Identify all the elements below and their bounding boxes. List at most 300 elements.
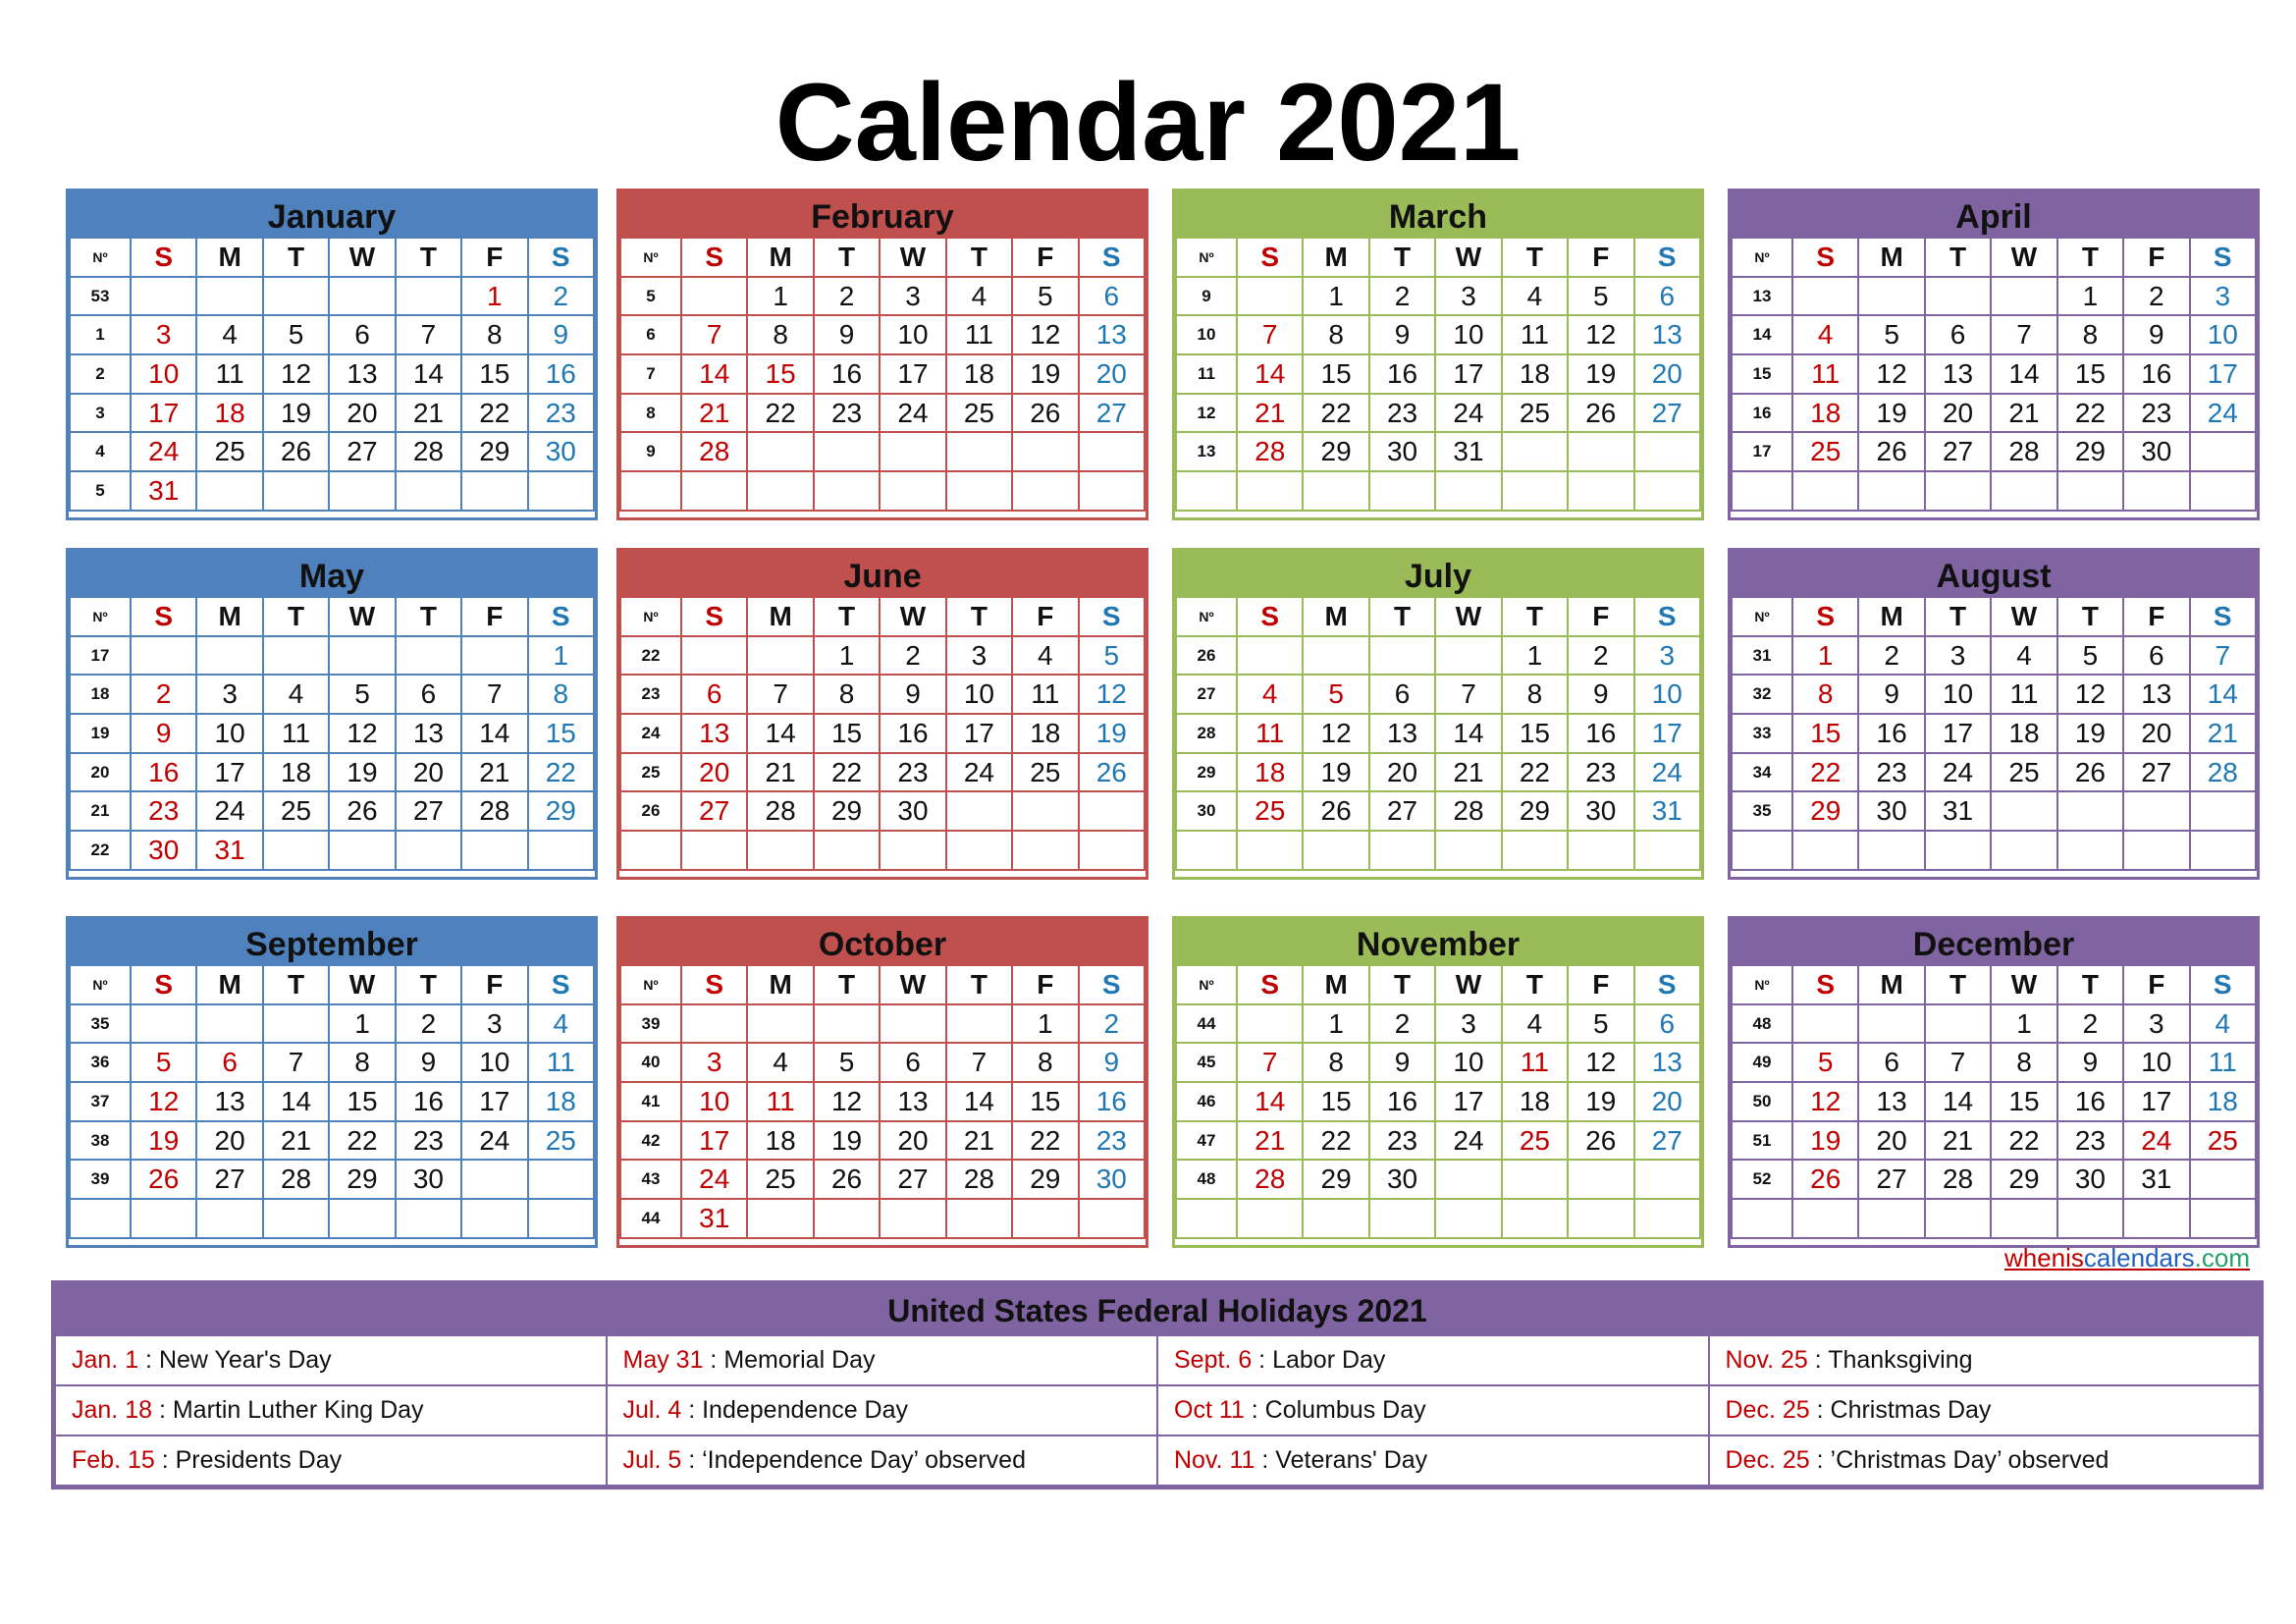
day-cell: 19 bbox=[1303, 753, 1368, 792]
holiday-name: Presidents Day bbox=[175, 1446, 343, 1474]
day-cell bbox=[263, 831, 329, 870]
month-days-table bbox=[69, 596, 595, 871]
day-cell: 30 bbox=[1568, 791, 1633, 831]
week-row bbox=[1732, 432, 2256, 471]
day-cell: 21 bbox=[2190, 714, 2256, 753]
day-cell: 23 bbox=[1369, 1121, 1435, 1161]
day-cell: 10 bbox=[681, 1082, 747, 1121]
week-row bbox=[70, 753, 594, 792]
day-cell: 17 bbox=[2123, 1082, 2189, 1121]
day-cell: 23 bbox=[528, 394, 594, 433]
day-cell: 21 bbox=[263, 1121, 329, 1161]
day-cell: 15 bbox=[747, 354, 813, 394]
day-cell bbox=[1925, 1004, 1991, 1044]
day-cell: 7 bbox=[946, 1043, 1012, 1082]
month-october bbox=[616, 916, 1148, 1248]
day-cell: 8 bbox=[1502, 675, 1568, 714]
week-row bbox=[1176, 791, 1700, 831]
day-cell bbox=[1568, 831, 1633, 870]
day-cell: 29 bbox=[1303, 432, 1368, 471]
weekday-header: W bbox=[1435, 597, 1501, 636]
day-cell: 2 bbox=[880, 636, 945, 676]
weekday-header: S bbox=[2190, 965, 2256, 1004]
day-cell: 22 bbox=[461, 394, 527, 433]
day-cell: 6 bbox=[396, 675, 461, 714]
weekday-header: W bbox=[880, 965, 945, 1004]
day-cell: 17 bbox=[1435, 1082, 1501, 1121]
day-cell: 23 bbox=[1079, 1121, 1145, 1161]
weekday-header: T bbox=[814, 965, 880, 1004]
month-days-table bbox=[619, 964, 1146, 1239]
week-number: 5 bbox=[620, 277, 681, 316]
week-number: 17 bbox=[1732, 432, 1792, 471]
day-cell: 27 bbox=[396, 791, 461, 831]
day-cell: 20 bbox=[1369, 753, 1435, 792]
day-cell: 19 bbox=[1568, 354, 1633, 394]
day-cell: 5 bbox=[1568, 1004, 1633, 1044]
week-row bbox=[620, 432, 1145, 471]
day-cell: 10 bbox=[1435, 1043, 1501, 1082]
weekday-header-row bbox=[1732, 597, 2256, 636]
day-cell: 19 bbox=[1012, 354, 1078, 394]
day-cell: 28 bbox=[681, 432, 747, 471]
weekday-header-row bbox=[1176, 238, 1700, 277]
weekday-header: S bbox=[681, 965, 747, 1004]
holiday-name: Independence Day bbox=[702, 1396, 908, 1424]
day-cell: 11 bbox=[1792, 354, 1858, 394]
day-cell: 31 bbox=[2123, 1160, 2189, 1199]
week-number: 39 bbox=[620, 1004, 681, 1044]
week-number: 45 bbox=[1176, 1043, 1237, 1082]
day-cell bbox=[880, 432, 945, 471]
weekday-header: S bbox=[1792, 238, 1858, 277]
brand-link[interactable] bbox=[1973, 1243, 2250, 1273]
week-row bbox=[1732, 791, 2256, 831]
day-cell: 14 bbox=[1991, 354, 2056, 394]
day-cell bbox=[946, 1199, 1012, 1238]
weekday-header: T bbox=[1369, 965, 1435, 1004]
day-cell: 4 bbox=[2190, 1004, 2256, 1044]
weekday-header: W bbox=[1991, 597, 2056, 636]
weekday-header: M bbox=[196, 965, 262, 1004]
day-cell: 10 bbox=[461, 1043, 527, 1082]
day-cell: 19 bbox=[329, 753, 395, 792]
day-cell: 13 bbox=[196, 1082, 262, 1121]
day-cell: 14 bbox=[461, 714, 527, 753]
week-row bbox=[70, 432, 594, 471]
month-september bbox=[66, 916, 598, 1248]
weekday-header: W bbox=[1435, 965, 1501, 1004]
day-cell: 8 bbox=[2057, 315, 2123, 354]
day-cell: 2 bbox=[528, 277, 594, 316]
week-row bbox=[1732, 1004, 2256, 1044]
day-cell bbox=[1634, 831, 1700, 870]
day-cell: 20 bbox=[396, 753, 461, 792]
week-row bbox=[1732, 1121, 2256, 1161]
day-cell: 7 bbox=[681, 315, 747, 354]
weekday-header: S bbox=[1792, 597, 1858, 636]
day-cell bbox=[196, 1004, 262, 1044]
day-cell: 22 bbox=[1303, 1121, 1368, 1161]
week-row bbox=[70, 636, 594, 676]
day-cell: 29 bbox=[1502, 791, 1568, 831]
day-cell: 28 bbox=[263, 1160, 329, 1199]
day-cell bbox=[1991, 1199, 2056, 1238]
week-number: 14 bbox=[1732, 315, 1792, 354]
weekday-header: S bbox=[1237, 965, 1303, 1004]
day-cell: 29 bbox=[1991, 1160, 2056, 1199]
weekday-header: W bbox=[1435, 238, 1501, 277]
day-cell bbox=[1991, 471, 2056, 511]
day-cell: 6 bbox=[1858, 1043, 1924, 1082]
week-number bbox=[620, 471, 681, 511]
day-cell: 4 bbox=[1502, 277, 1568, 316]
holiday-cell bbox=[1709, 1435, 2261, 1486]
month-name: March bbox=[1175, 191, 1701, 237]
week-number: 44 bbox=[620, 1199, 681, 1238]
day-cell bbox=[196, 636, 262, 676]
week-number: 26 bbox=[1176, 636, 1237, 676]
weekday-header: M bbox=[196, 238, 262, 277]
day-cell bbox=[1237, 831, 1303, 870]
day-cell: 19 bbox=[1568, 1082, 1633, 1121]
day-cell: 16 bbox=[1568, 714, 1633, 753]
day-cell bbox=[396, 636, 461, 676]
day-cell bbox=[528, 831, 594, 870]
month-days-table bbox=[69, 964, 595, 1239]
day-cell: 20 bbox=[1079, 354, 1145, 394]
day-cell: 2 bbox=[2057, 1004, 2123, 1044]
day-cell bbox=[1303, 636, 1368, 676]
week-row bbox=[70, 277, 594, 316]
day-cell: 17 bbox=[946, 714, 1012, 753]
weekday-header: S bbox=[1079, 238, 1145, 277]
week-number: 31 bbox=[1732, 636, 1792, 676]
day-cell: 31 bbox=[1435, 432, 1501, 471]
month-days-table bbox=[619, 596, 1146, 871]
holiday-date: Jul. 5 bbox=[622, 1446, 682, 1474]
day-cell bbox=[2123, 831, 2189, 870]
week-row bbox=[1732, 1160, 2256, 1199]
day-cell: 7 bbox=[1237, 315, 1303, 354]
month-name: January bbox=[69, 191, 595, 237]
week-number bbox=[70, 1199, 131, 1238]
holiday-name: New Year's Day bbox=[158, 1346, 332, 1374]
day-cell bbox=[946, 1004, 1012, 1044]
day-cell: 4 bbox=[747, 1043, 813, 1082]
month-name: November bbox=[1175, 919, 1701, 964]
day-cell: 10 bbox=[196, 714, 262, 753]
day-cell: 24 bbox=[2190, 394, 2256, 433]
day-cell: 11 bbox=[747, 1082, 813, 1121]
day-cell: 17 bbox=[880, 354, 945, 394]
holiday-name: Columbus Day bbox=[1264, 1396, 1426, 1424]
day-cell: 14 bbox=[396, 354, 461, 394]
day-cell bbox=[2123, 471, 2189, 511]
day-cell bbox=[461, 1199, 527, 1238]
day-cell bbox=[1012, 791, 1078, 831]
day-cell: 24 bbox=[1435, 394, 1501, 433]
day-cell: 6 bbox=[1634, 277, 1700, 316]
day-cell bbox=[814, 471, 880, 511]
week-number: 16 bbox=[1732, 394, 1792, 433]
day-cell: 18 bbox=[2190, 1082, 2256, 1121]
day-cell bbox=[814, 1199, 880, 1238]
day-cell bbox=[196, 277, 262, 316]
week-row bbox=[620, 394, 1145, 433]
week-number: 51 bbox=[1732, 1121, 1792, 1161]
day-cell bbox=[880, 471, 945, 511]
weekday-header: F bbox=[2123, 965, 2189, 1004]
day-cell bbox=[1568, 432, 1633, 471]
day-cell bbox=[1925, 831, 1991, 870]
day-cell bbox=[1435, 1199, 1501, 1238]
day-cell: 28 bbox=[461, 791, 527, 831]
day-cell: 31 bbox=[681, 1199, 747, 1238]
day-cell bbox=[2190, 791, 2256, 831]
week-number: 30 bbox=[1176, 791, 1237, 831]
holiday-separator: : bbox=[681, 1396, 703, 1424]
weekday-header: M bbox=[1858, 597, 1924, 636]
week-number: 12 bbox=[1176, 394, 1237, 433]
week-row bbox=[620, 1160, 1145, 1199]
day-cell: 12 bbox=[131, 1082, 196, 1121]
day-cell: 26 bbox=[1079, 753, 1145, 792]
holiday-date: May 31 bbox=[622, 1346, 704, 1374]
day-cell: 1 bbox=[461, 277, 527, 316]
holiday-cell bbox=[607, 1435, 1158, 1486]
day-cell: 21 bbox=[1237, 394, 1303, 433]
week-row bbox=[1732, 831, 2256, 870]
day-cell: 2 bbox=[1369, 277, 1435, 316]
day-cell: 21 bbox=[1435, 753, 1501, 792]
day-cell bbox=[131, 1004, 196, 1044]
day-cell bbox=[880, 1199, 945, 1238]
day-cell: 2 bbox=[1079, 1004, 1145, 1044]
day-cell: 15 bbox=[1303, 354, 1368, 394]
day-cell: 7 bbox=[1925, 1043, 1991, 1082]
weekday-header: T bbox=[1925, 597, 1991, 636]
holiday-name: Martin Luther King Day bbox=[172, 1396, 424, 1424]
day-cell bbox=[814, 831, 880, 870]
weekday-header-row bbox=[1176, 965, 1700, 1004]
day-cell: 17 bbox=[2190, 354, 2256, 394]
weekday-header-row bbox=[70, 238, 594, 277]
week-row bbox=[620, 753, 1145, 792]
month-name: July bbox=[1175, 551, 1701, 596]
day-cell: 25 bbox=[747, 1160, 813, 1199]
day-cell: 14 bbox=[2190, 675, 2256, 714]
day-cell: 15 bbox=[814, 714, 880, 753]
brand-part-3: .com bbox=[2194, 1243, 2250, 1272]
month-january bbox=[66, 189, 598, 520]
holiday-row bbox=[55, 1335, 2260, 1385]
weekday-header: F bbox=[2123, 597, 2189, 636]
week-row bbox=[1732, 675, 2256, 714]
day-cell: 2 bbox=[396, 1004, 461, 1044]
day-cell: 8 bbox=[1303, 315, 1368, 354]
weekday-header: T bbox=[814, 597, 880, 636]
day-cell: 3 bbox=[1634, 636, 1700, 676]
week-number-header: Nº bbox=[1732, 238, 1792, 277]
day-cell: 20 bbox=[1858, 1121, 1924, 1161]
week-number bbox=[1732, 1199, 1792, 1238]
day-cell: 10 bbox=[1435, 315, 1501, 354]
holiday-separator: : bbox=[1809, 1446, 1831, 1474]
day-cell: 14 bbox=[1237, 1082, 1303, 1121]
day-cell: 3 bbox=[946, 636, 1012, 676]
day-cell: 25 bbox=[196, 432, 262, 471]
holiday-date: Jan. 1 bbox=[72, 1346, 139, 1374]
holiday-cell bbox=[1709, 1335, 2261, 1385]
day-cell: 13 bbox=[1369, 714, 1435, 753]
day-cell bbox=[2057, 471, 2123, 511]
day-cell: 15 bbox=[1792, 714, 1858, 753]
day-cell: 7 bbox=[747, 675, 813, 714]
day-cell bbox=[747, 471, 813, 511]
weekday-header-row bbox=[70, 597, 594, 636]
day-cell: 30 bbox=[1369, 1160, 1435, 1199]
week-row bbox=[70, 714, 594, 753]
day-cell: 19 bbox=[2057, 714, 2123, 753]
weekday-header: T bbox=[2057, 597, 2123, 636]
month-days-table bbox=[1731, 596, 2257, 871]
week-row bbox=[1176, 714, 1700, 753]
holiday-name: Veterans' Day bbox=[1275, 1446, 1428, 1474]
day-cell bbox=[1925, 277, 1991, 316]
day-cell: 25 bbox=[528, 1121, 594, 1161]
week-number: 19 bbox=[70, 714, 131, 753]
day-cell: 28 bbox=[1237, 1160, 1303, 1199]
week-number: 22 bbox=[620, 636, 681, 676]
weekday-header: F bbox=[1012, 238, 1078, 277]
weekday-header: T bbox=[1369, 597, 1435, 636]
week-number: 44 bbox=[1176, 1004, 1237, 1044]
day-cell: 8 bbox=[528, 675, 594, 714]
day-cell bbox=[329, 277, 395, 316]
weekday-header-row bbox=[620, 238, 1145, 277]
holiday-name: Thanksgiving bbox=[1828, 1346, 1973, 1374]
day-cell: 15 bbox=[461, 354, 527, 394]
day-cell: 8 bbox=[329, 1043, 395, 1082]
month-july bbox=[1172, 548, 1704, 880]
week-row bbox=[1732, 354, 2256, 394]
day-cell: 5 bbox=[1079, 636, 1145, 676]
day-cell bbox=[1079, 471, 1145, 511]
day-cell bbox=[1369, 831, 1435, 870]
day-cell: 5 bbox=[1012, 277, 1078, 316]
month-june bbox=[616, 548, 1148, 880]
day-cell: 8 bbox=[1303, 1043, 1368, 1082]
weekday-header: T bbox=[1502, 965, 1568, 1004]
weekday-header: T bbox=[1925, 238, 1991, 277]
day-cell: 22 bbox=[528, 753, 594, 792]
week-number: 32 bbox=[1732, 675, 1792, 714]
holiday-separator: : bbox=[1807, 1346, 1829, 1374]
day-cell bbox=[329, 636, 395, 676]
week-row bbox=[620, 636, 1145, 676]
day-cell: 24 bbox=[131, 432, 196, 471]
day-cell: 22 bbox=[1991, 1121, 2056, 1161]
day-cell bbox=[1634, 1199, 1700, 1238]
day-cell: 26 bbox=[1568, 394, 1633, 433]
day-cell bbox=[2190, 471, 2256, 511]
day-cell: 8 bbox=[747, 315, 813, 354]
weekday-header: M bbox=[747, 238, 813, 277]
day-cell: 3 bbox=[1435, 1004, 1501, 1044]
week-number: 50 bbox=[1732, 1082, 1792, 1121]
day-cell: 14 bbox=[1925, 1082, 1991, 1121]
day-cell: 31 bbox=[1634, 791, 1700, 831]
day-cell: 28 bbox=[1237, 432, 1303, 471]
day-cell: 29 bbox=[329, 1160, 395, 1199]
holiday-separator: : bbox=[681, 1446, 703, 1474]
day-cell: 2 bbox=[1858, 636, 1924, 676]
day-cell bbox=[1858, 471, 1924, 511]
day-cell: 25 bbox=[1237, 791, 1303, 831]
week-row bbox=[1176, 277, 1700, 316]
day-cell: 14 bbox=[1435, 714, 1501, 753]
day-cell: 9 bbox=[1568, 675, 1633, 714]
week-row bbox=[70, 675, 594, 714]
weekday-header: F bbox=[1568, 597, 1633, 636]
day-cell: 14 bbox=[1237, 354, 1303, 394]
weekday-header: S bbox=[1079, 965, 1145, 1004]
week-number: 52 bbox=[1732, 1160, 1792, 1199]
day-cell: 6 bbox=[880, 1043, 945, 1082]
week-row bbox=[1176, 831, 1700, 870]
day-cell: 6 bbox=[1369, 675, 1435, 714]
day-cell bbox=[528, 1160, 594, 1199]
day-cell: 30 bbox=[1369, 432, 1435, 471]
weekday-header: W bbox=[329, 597, 395, 636]
week-row bbox=[70, 1121, 594, 1161]
month-name: May bbox=[69, 551, 595, 596]
weekday-header-row bbox=[1732, 238, 2256, 277]
week-row bbox=[70, 1082, 594, 1121]
week-number: 17 bbox=[70, 636, 131, 676]
weekday-header: T bbox=[263, 965, 329, 1004]
day-cell bbox=[1991, 831, 2056, 870]
week-number: 9 bbox=[620, 432, 681, 471]
day-cell bbox=[1792, 471, 1858, 511]
week-row bbox=[1732, 1043, 2256, 1082]
week-number bbox=[1732, 471, 1792, 511]
day-cell: 3 bbox=[2190, 277, 2256, 316]
day-cell: 11 bbox=[196, 354, 262, 394]
day-cell bbox=[1079, 432, 1145, 471]
day-cell: 27 bbox=[196, 1160, 262, 1199]
week-number: 33 bbox=[1732, 714, 1792, 753]
day-cell: 13 bbox=[880, 1082, 945, 1121]
holiday-row bbox=[55, 1435, 2260, 1486]
holiday-date: Nov. 11 bbox=[1174, 1446, 1255, 1474]
day-cell bbox=[1502, 432, 1568, 471]
day-cell: 24 bbox=[461, 1121, 527, 1161]
day-cell: 7 bbox=[263, 1043, 329, 1082]
holidays-grid bbox=[54, 1334, 2261, 1487]
day-cell: 4 bbox=[1991, 636, 2056, 676]
weekday-header: T bbox=[396, 238, 461, 277]
weekday-header: S bbox=[1792, 965, 1858, 1004]
week-row bbox=[620, 831, 1145, 870]
day-cell bbox=[2123, 1199, 2189, 1238]
day-cell: 19 bbox=[814, 1121, 880, 1161]
holiday-date: Oct 11 bbox=[1174, 1396, 1245, 1424]
day-cell bbox=[2057, 791, 2123, 831]
day-cell: 11 bbox=[946, 315, 1012, 354]
holiday-date: Feb. 15 bbox=[72, 1446, 155, 1474]
